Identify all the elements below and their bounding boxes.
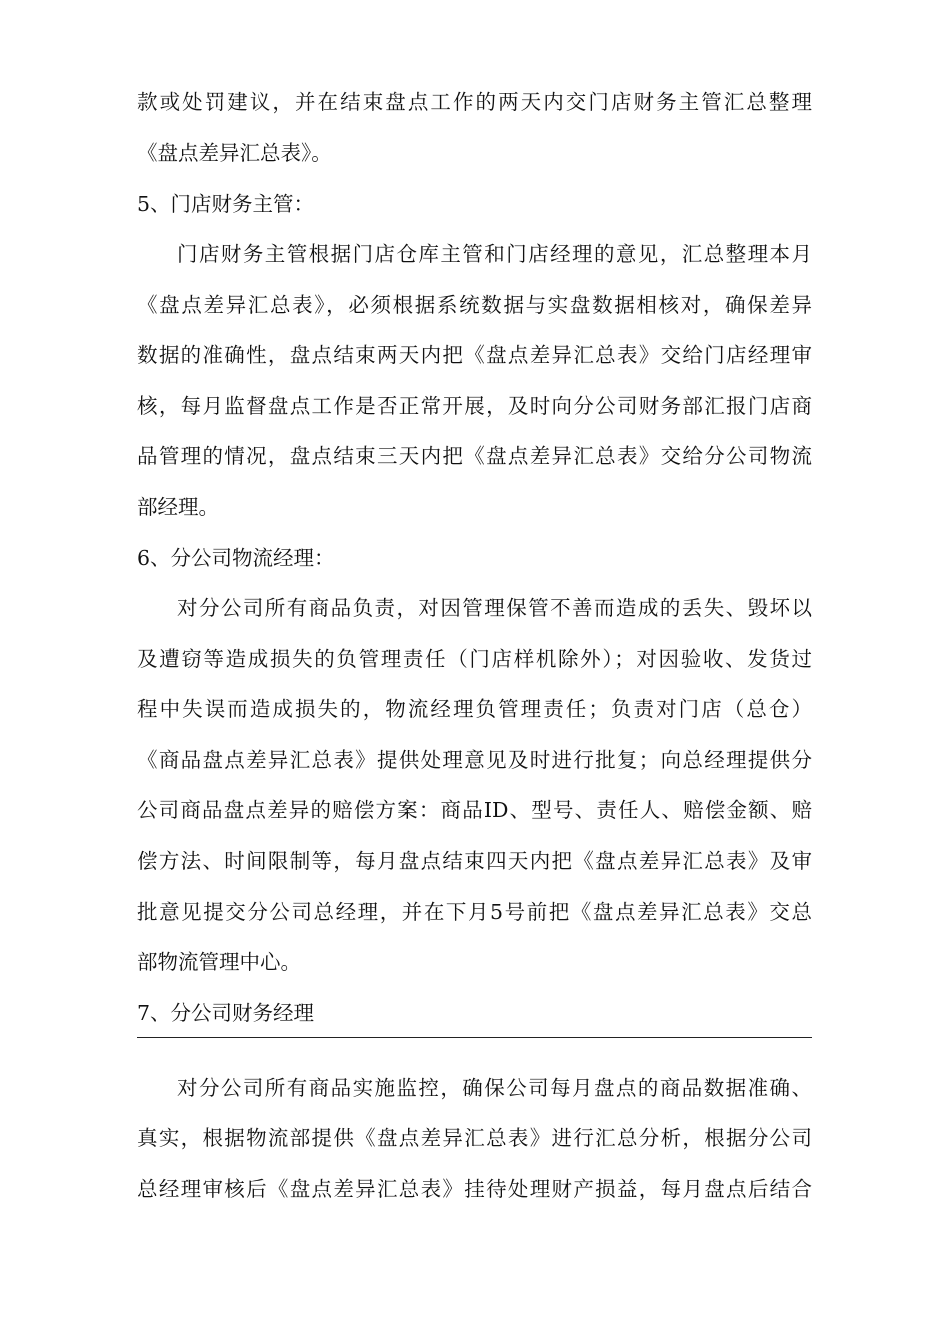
paragraph-line: 公司商品盘点差异的赔偿方案：商品ID、型号、责任人、赔偿金额、赔 (137, 798, 812, 822)
paragraph-line: 对分公司所有商品实施监控，确保公司每月盘点的商品数据准确、 (177, 1076, 812, 1100)
section-heading-7: 7、分公司财务经理 (137, 1001, 315, 1025)
paragraph-line: 对分公司所有商品负责，对因管理保管不善而造成的丢失、毁坏以 (177, 596, 812, 620)
paragraph-line: 程中失误而造成损失的，物流经理负管理责任；负责对门店（总仓） (137, 697, 812, 721)
paragraph-line: 真实，根据物流部提供《盘点差异汇总表》进行汇总分析，根据分公司 (137, 1126, 812, 1150)
paragraph-line: 偿方法、时间限制等，每月盘点结束四天内把《盘点差异汇总表》及审 (137, 849, 812, 873)
paragraph-line: 核，每月监督盘点工作是否正常开展，及时向分公司财务部汇报门店商 (137, 394, 812, 418)
paragraph-line: 部物流管理中心。 (137, 950, 301, 974)
paragraph-line: 《商品盘点差异汇总表》提供处理意见及时进行批复；向总经理提供分 (137, 748, 812, 772)
paragraph-line: 品管理的情况，盘点结束三天内把《盘点差异汇总表》交给分公司物流 (137, 444, 812, 468)
paragraph-line: 数据的准确性，盘点结束两天内把《盘点差异汇总表》交给门店经理审 (137, 343, 812, 367)
section-heading-6: 6、分公司物流经理： (137, 546, 335, 570)
paragraph-line: 款或处罚建议，并在结束盘点工作的两天内交门店财务主管汇总整理 (137, 90, 812, 114)
section-heading-5: 5、门店财务主管： (137, 192, 315, 216)
paragraph-line: 部经理。 (137, 495, 219, 519)
paragraph-line: 《盘点差异汇总表》，必须根据系统数据与实盘数据相核对，确保差异 (137, 293, 812, 317)
paragraph-line: 《盘点差异汇总表》。 (137, 141, 332, 165)
paragraph-line: 总经理审核后《盘点差异汇总表》挂待处理财产损益，每月盘点后结合 (137, 1177, 812, 1201)
paragraph-line: 门店财务主管根据门店仓库主管和门店经理的意见，汇总整理本月 (177, 242, 812, 266)
paragraph-line: 及遭窃等造成损失的负管理责任（门店样机除外）；对因验收、发货过 (137, 647, 812, 671)
paragraph-line: 批意见提交分公司总经理，并在下月5号前把《盘点差异汇总表》交总 (137, 900, 812, 924)
horizontal-divider (137, 1037, 812, 1038)
